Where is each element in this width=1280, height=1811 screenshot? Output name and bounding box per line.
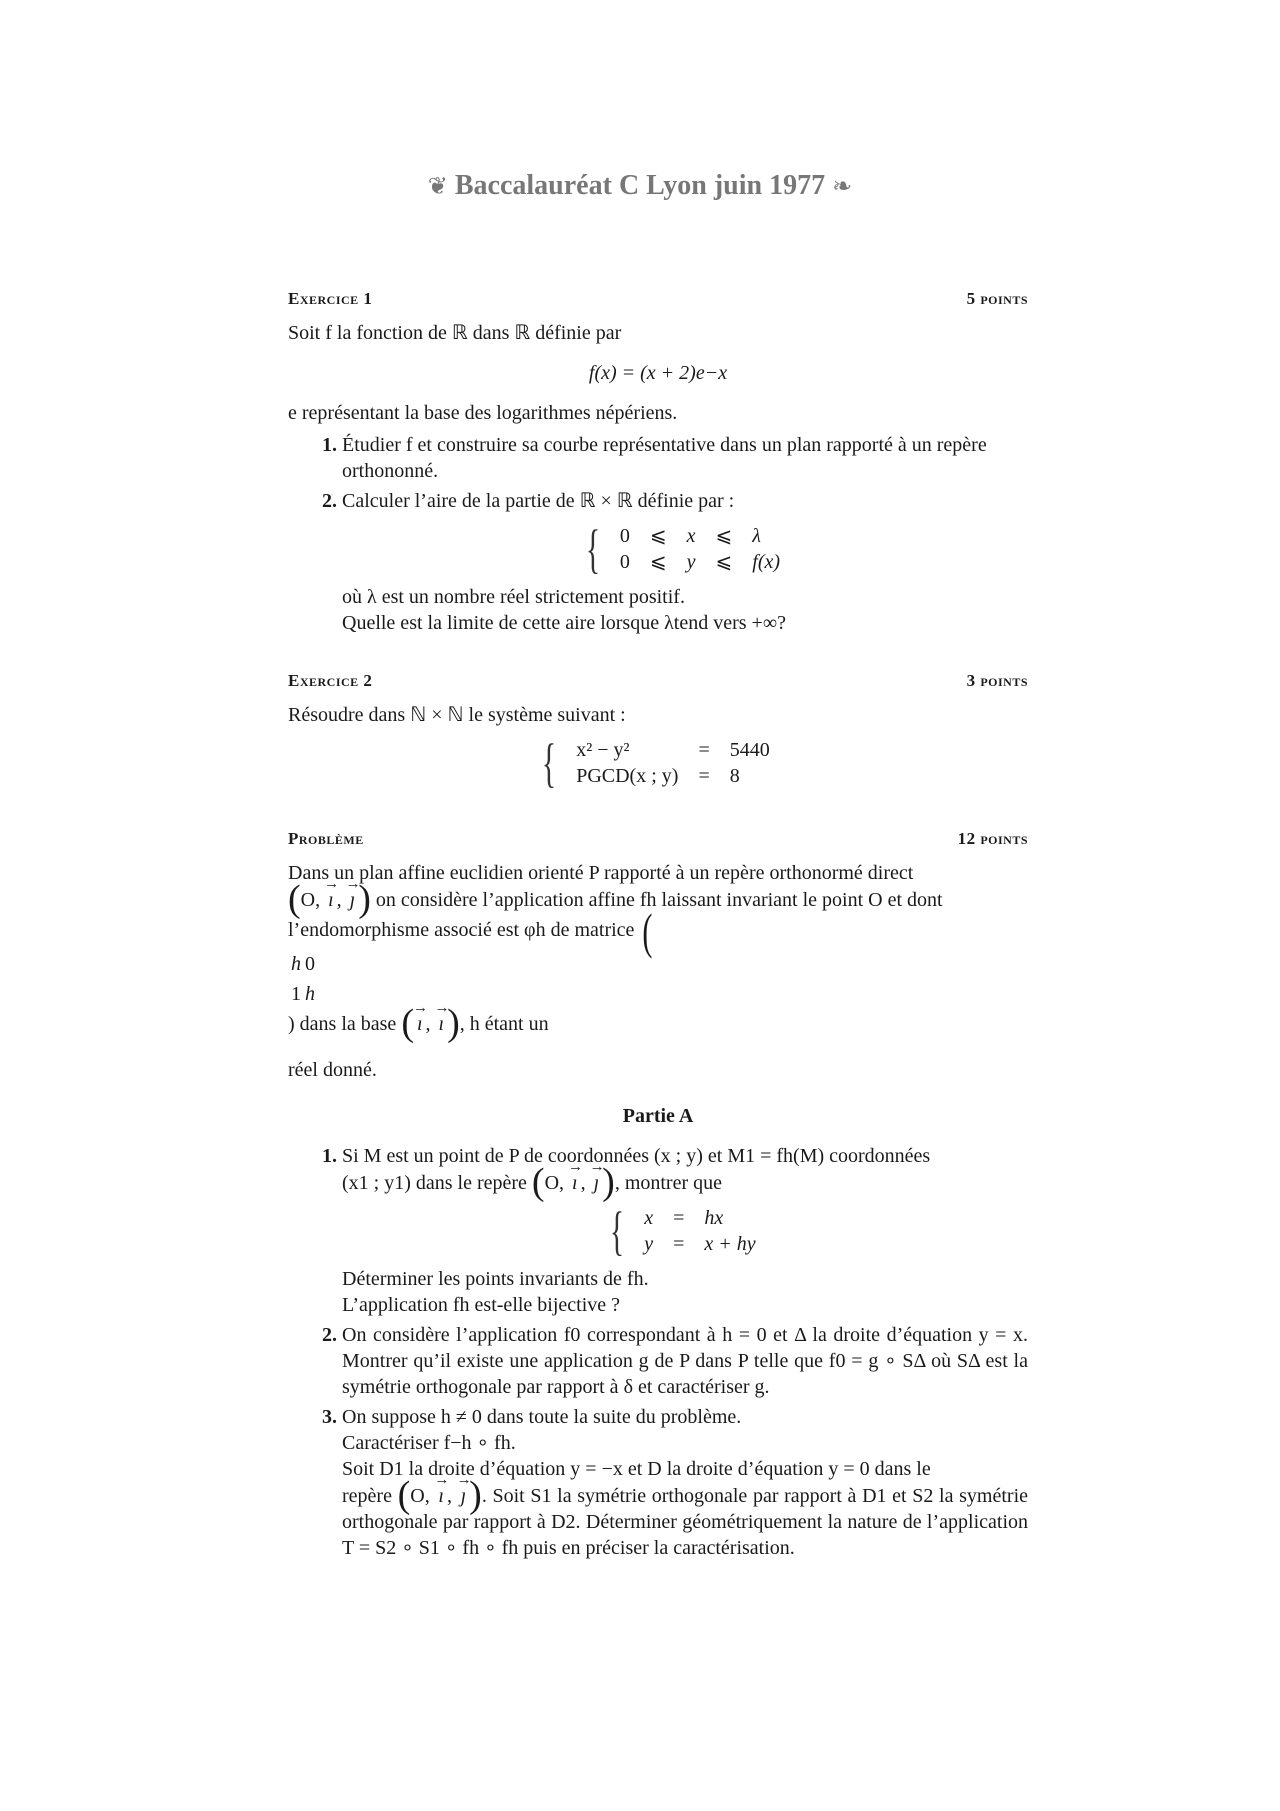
prob-intro-1: Dans un plan affine euclidien orienté P rapporté à un repère orthonormé direct [288,862,914,884]
part-a-q2 [342,1322,1028,1400]
ex1-after: e représentant la base des logarithmes népériens. [288,402,678,424]
a3b-text: Caractériser f−h ∘ fh. [342,1432,516,1455]
a1-line2: (x1 ; y1) dans le repère (O, → ı , → ȷ), montrer que [342,1169,1028,1196]
vector-i: → ı [569,1170,581,1196]
part-a-heading: Partie A [622,1105,694,1128]
cell: hx [704,1207,724,1230]
a3e-text: . Soit S1 la symétrie orthogonale par rapport à D1 et S2 la symétrie orthogonale par rapport à D2. Déterminer géométriquement la nature de l’application T = S2 ∘ S1 ∘ fh ∘ fh puis en préciser la caractérisation. [342,1485,1028,1560]
part-a-q3 [342,1404,1028,1561]
cell: 5440 [729,739,770,761]
a2-text: 2. On considère l’application f0 correspondant à h = 0 et Δ la droite d’équation y = x. Montrer qu’il existe une application g de P dans P telle que f0 = g ∘ SΔ où SΔ est la symétrie orthogonale par rapport à δ et caractériser g. [342,1324,1028,1399]
exercise-1-header [288,286,1028,312]
paren-open: ( [288,878,301,920]
cell: x² − y² [576,739,630,761]
part-a-questions [288,1143,1028,1561]
cell: y [686,551,696,573]
ex2-system-table [566,737,780,789]
ex1-system [342,519,1028,579]
exercise-2-points: 3 points [966,671,1028,690]
frame-origin: O, [410,1485,430,1508]
prob-intro-3 [288,903,1028,960]
vector-j: → ȷ [591,1170,603,1196]
cell: 8 [729,765,740,787]
paren-open: ( [397,1474,411,1517]
ex1-intro: Soit f la fonction de ℝ dans ℝ définie par [288,322,622,344]
exercise-2-title: Exercice 2 [288,671,373,690]
part-a-q1 [342,1143,1028,1318]
paren-close: ) [469,1474,482,1517]
ornament-left-icon: ❦ [427,174,448,200]
vector-i: → ı [436,1011,448,1037]
a1b-text: (x1 ; y1) dans le repère [342,1172,527,1195]
ex1-q1-text: Étudier f et construire sa courbe représentative dans un plan rapporté à un repère orthononné. [342,434,987,482]
a1-text: 1. Si M est un point de P de coordonnées (x ; y) et M1 = fh(M) coordonnées [342,1145,931,1168]
ex1-q1 [342,432,1028,484]
ex1-q2-where: où λ est un nombre réel strictement positif. [342,586,685,608]
a1d-text: Déterminer les points invariants de fh. [342,1268,649,1291]
vector-j: → ȷ [458,1483,470,1509]
vector-i: → ı [325,887,337,913]
matrix-table [288,948,318,1010]
cell: ⩽ [715,525,733,547]
vector-i: → ı [435,1483,447,1509]
prob-intro-2: (O, → ı , → ȷ) on considère l’application affine fh laissant invariant le point O et dont [288,886,1028,913]
a1-system [342,1201,1028,1262]
ex1-questions [288,432,1028,636]
vector-i: → ı [414,1011,426,1037]
cell: = [673,1207,685,1230]
cell: 1 [291,983,301,1006]
cell: ⩽ [649,551,667,573]
cell: = [698,739,710,761]
bracket-close: ) [288,1013,295,1036]
matrix-phi [639,903,656,960]
document-body: Exercice 1 5 points Soit f la fonction de ℝ dans ℝ définie par f(x) = (x + 2)e−x e représentant la base des logarithmes népériens. 1. Étudier f et construire sa courbe représentative dans un plan rapporté à un repère orthononné. 2. Calculer l’aire de la partie de ℝ × ℝ définie par : { 0 ⩽ x ⩽ λ 0 ⩽ y ⩽ f(x) où λ est un nombre réel strictement positif. Quelle est la limite de cette aire lorsque λtend vers +∞? Exercice 2 3 points Résoudre dans ℕ × ℕ le système suivant : { x² − y² = 5440 PGCD(x ; y) = 8 Problème 12 points Dans un plan affine euclidien orienté P rapporté à un repère orthonormé direct (O, → ı , → ȷ) on considère l’application affine fh laissant invariant le point O et dont l’endomorphisme associé est φh de matrice ( h 0 1 h ) dans la base (→ ı , → ı), h étant un réel donné. Partie A 1. Si M est un point de P de coordonnées (x ; y) et M1 = fh(M) coordonnées (x1 ; y1) dans le repère (O, → ı , → ȷ), montrer que { x = hx y = x + hy Déterminer les points invariants de fh. L’application fh est-elle bijective ? 2. On considère l’application f0 correspondant à h = 0 et Δ la droite d’équation y = x. Montrer qu’il existe une application g de P dans P telle que f0 = g ∘ SΔ où SΔ est la symétrie orthogonale par rapport à δ et caractériser g. 3. On suppose h ≠ 0 dans toute la suite du problème. Caractériser f−h ∘ fh. Soit D1 la droite d’équation y = −x et D la droite d’équation y = 0 dans le repère (O, → ı , → ȷ). Soit S1 la symétrie orthogonale par rapport à D1 et S2 la symétrie orthogonale par rapport à D2. Déterminer géométriquement la nature de l’application T = S2 ∘ S1 ∘ fh ∘ fh puis en préciser la caractérisation. [288,286,1028,1565]
ornament-right-icon: ❧ [832,174,853,200]
paren-open: ( [401,1002,414,1045]
a1c-text: , montrer que [614,1172,722,1195]
paren-open: ( [531,1161,545,1204]
ex1-q2-limit: Quelle est la limite de cette aire lorsque λtend vers +∞? [342,612,786,634]
a3a-text: 3. On suppose h ≠ 0 dans toute la suite du problème. [342,1406,742,1429]
cell: PGCD(x ; y) [576,765,679,787]
frame-origin: O, [300,889,321,911]
a3c-text: Soit D1 la droite d’équation y = −x et D la droite d’équation y = 0 dans le [342,1458,931,1481]
page-title [0,170,1280,202]
ex2-intro: Résoudre dans ℕ × ℕ le système suivant : [288,704,626,726]
problem-header [288,826,1028,852]
cell: x + hy [704,1233,756,1256]
cell: h [305,983,315,1006]
prob-intro-3b: dans la base [299,1013,397,1036]
cell: x [644,1207,654,1230]
bracket-open: ( [642,903,653,960]
title-text: Baccalauréat C Lyon juin 1977 [454,170,826,201]
brace-icon: { [610,1201,625,1262]
problem-points: 12 points [957,829,1028,848]
paren-close: ) [602,1161,615,1204]
frame-origin: O, [544,1172,565,1195]
problem-title: Problème [288,829,364,848]
prob-intro-4: réel donné. [288,1059,377,1082]
cell: ⩽ [649,525,667,547]
cell: 0 [619,551,630,573]
cell: = [698,765,710,787]
cell: 0 [619,525,630,547]
ex1-q2 [342,488,1028,636]
brace-icon: { [585,519,601,579]
ex1-formula: f(x) = (x + 2)e−x [588,362,728,384]
ex1-system-table [610,523,790,575]
cell: 0 [305,953,315,976]
vector-j: → ȷ [347,887,359,913]
brace-icon: { [542,733,557,793]
paren-close: ) [358,878,371,920]
a1-system-table [634,1205,765,1257]
cell: x [686,525,696,547]
prob-intro-3a: l’endomorphisme associé est φh de matrice [288,919,635,941]
exercise-1-title: Exercice 1 [288,289,373,308]
cell: λ [752,525,761,547]
a3d-text: repère [342,1485,392,1508]
exercise-1-points: 5 points [966,289,1028,308]
a3-line: repère (O, → ı , → ȷ). Soit S1 la symétrie orthogonale par rapport à D1 et S2 la symétrie orthogonale par rapport à D2. Déterminer géométriquement la nature de l’application T = S2 ∘ S1 ∘ fh ∘ fh puis en préciser la caractérisation. [342,1482,1028,1561]
cell: = [673,1233,685,1256]
cell: h [291,953,301,976]
cell: f(x) [752,551,781,573]
prob-intro-3c: , h étant un [459,1013,549,1036]
a1e-text: L’application fh est-elle bijective ? [342,1294,621,1317]
prob-intro-2-text: on considère l’application affine fh laissant invariant le point O et dont [375,889,943,911]
exercise-2-header [288,668,1028,694]
ex1-q2-text: Calculer l’aire de la partie de ℝ × ℝ définie par : [342,490,735,512]
cell: ⩽ [715,551,733,573]
cell: y [644,1233,654,1256]
paren-close: ) [447,1002,460,1045]
ex2-system [288,733,1028,793]
